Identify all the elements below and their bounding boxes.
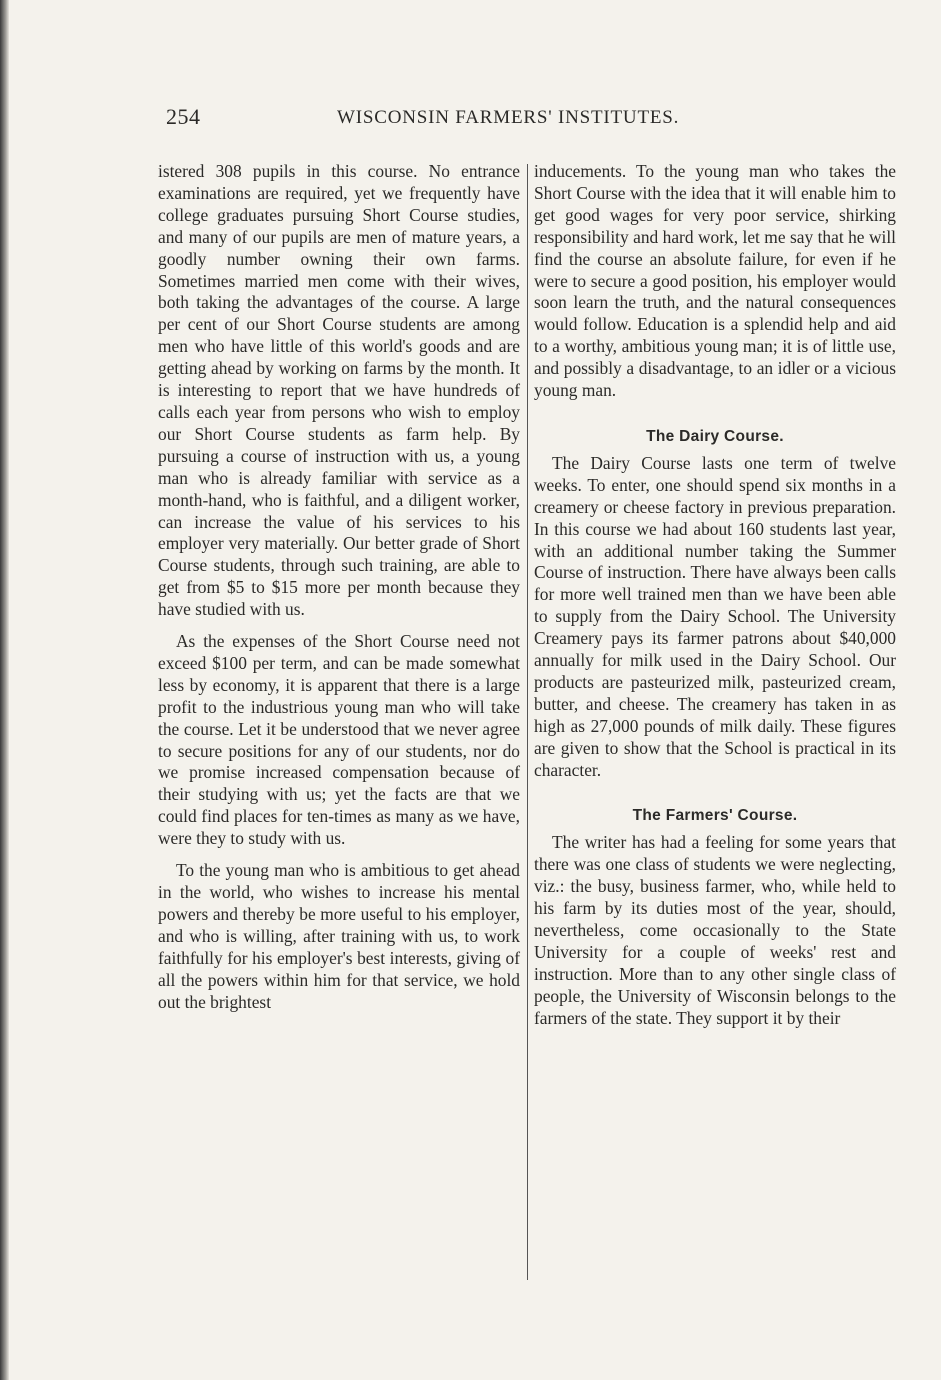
dairy-course-paragraph: The Dairy Course lasts one term of twelve weeks. To enter, one should spend six months in a creamery or cheese factory in previous preparation. In this course we had about 160 students last year, with an additional number taking the Summer Course of instruction. There have always been calls for more well trained men than we have been able to supply from the Dairy School. The University Creamery pays its farmer patrons about $40,000 annually for milk used in the Dairy School. Our products are pasteurized milk, pasteurized cream, butter, and cheese. The creamery has taken in as high as 27,000 pounds of milk daily. These figures are given to show that the School is practical in its character.: [534, 452, 896, 780]
column-divider: [527, 164, 528, 1280]
page-header: [166, 104, 728, 134]
left-paragraph-3: To the young man who is ambitious to get ahead in the world, who wishes to increase his mental powers and thereby be more useful to his employer, and who is willing, after training with us, to work faithfully for his employer's best interests, giving of all the powers within him for that service, we hold out the brightest: [158, 860, 520, 1012]
farmers-course-paragraph: The writer has had a feeling for some years that there was one class of students we were neglecting, viz.: the busy, business farmer, who, while held to his farm by its duties most of the year, should, nevertheless, come occasionally to the State University for a couple of weeks' rest and instruction. More than to any other single class of people, the University of Wisconsin belongs to the farmers of the state. They support it by their: [534, 832, 896, 1028]
book-spine-shadow: [0, 0, 9, 1380]
right-paragraph-1: inducements. To the young man who takes the Short Course with the idea that it will enable him to get good wages for very poor service, shirking responsibility and hard work, let me say that he will find the course an absolute failure, for even if he were to secure a good position, his employer would soon learn the truth, and the natural consequences would follow. Education is a splendid help and aid to a worthy, ambitious young man; it is of little use, and possibly a disadvantage, to an idler or a vicious young man.: [534, 161, 896, 401]
left-paragraph-1: istered 308 pupils in this course. No entrance examinations are required, yet we frequently have college graduates pursuing Short Course studies, and many of our pupils are men of mature years, a goodly number owning their own farms. Sometimes married men come with their wives, both taking the advantages of the course. A large per cent of our Short Course students are among men who have little of this world's goods and are getting ahead by working on farms by the month. It is interesting to report that we have hundreds of calls each year from persons who wish to employ our Short Course students as farm help. By pursuing a course of instruction with us, a young man who is already familiar with service as a month-hand, who is faithful, and a diligent worker, can increase the value of his services to his employer very materially. Our better grade of Short Course students, through such training, are able to get from $5 to $15 more per month because they have studied with us.: [158, 161, 520, 620]
running-head: WISCONSIN FARMERS' INSTITUTES.: [337, 107, 680, 128]
right-column: [534, 161, 896, 1030]
left-column: [158, 161, 520, 1013]
page-number: 254: [166, 104, 201, 129]
farmers-course-heading: The Farmers' Course.: [632, 807, 798, 825]
left-paragraph-2: As the expenses of the Short Course need not exceed $100 per term, and can be made somewhat less by economy, it is apparent that there is a large profit to the industrious young man who will take the course. Let it be understood that we never agree to secure positions for any of our students, nor do we promise increased compensation because of their studying with us; yet the facts are that we could find places for ten-times as many as we have, were they to study with us.: [158, 631, 520, 849]
dairy-course-heading: The Dairy Course.: [646, 427, 784, 445]
